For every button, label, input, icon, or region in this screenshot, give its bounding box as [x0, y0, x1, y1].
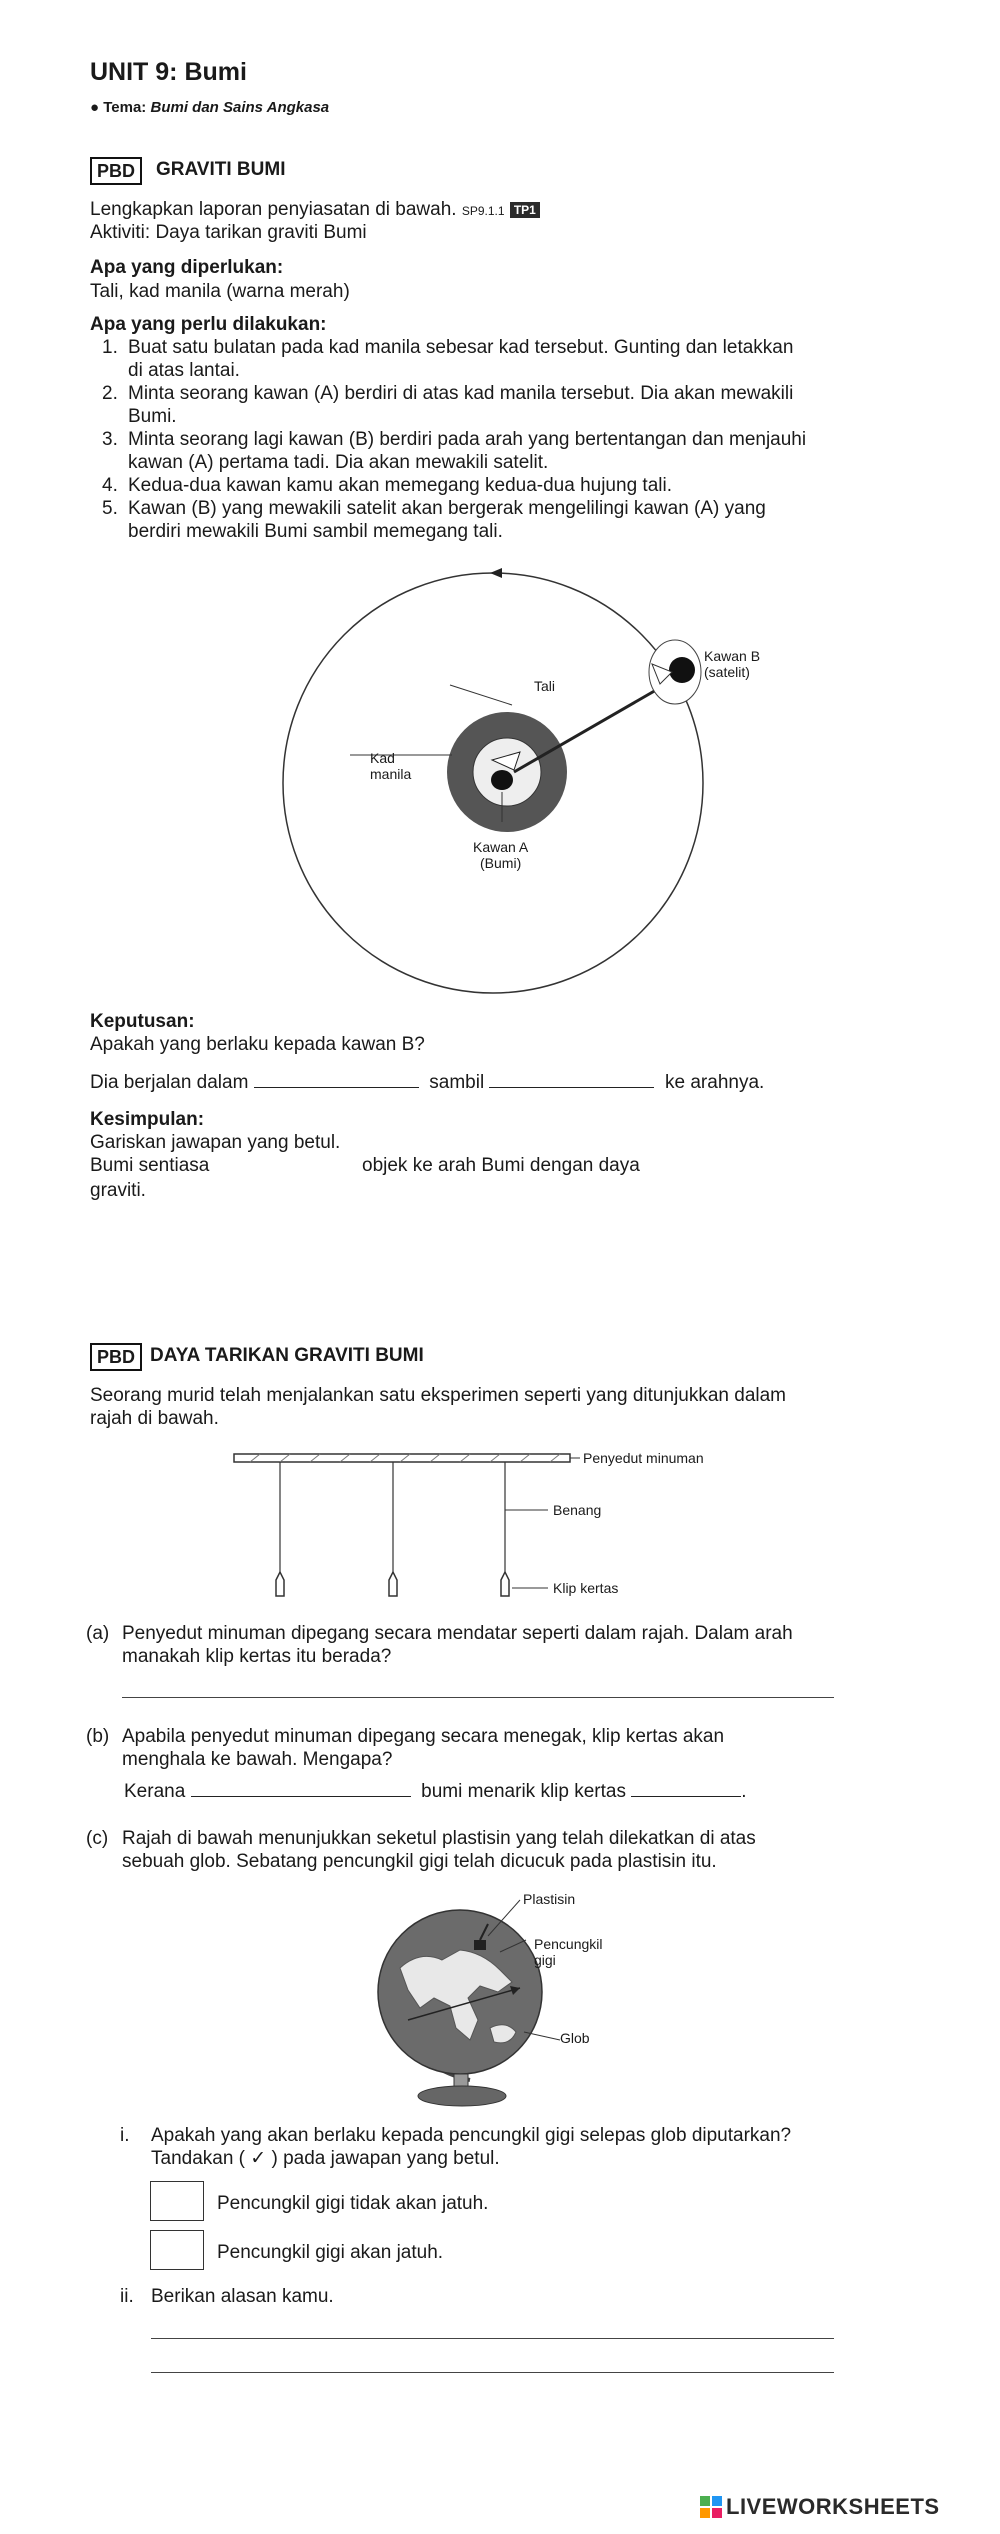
label-clip: Klip kertas — [553, 1580, 619, 1596]
conclusion-instruction: Gariskan jawapan yang betul. — [90, 1132, 341, 1153]
qc-label: (c) — [86, 1828, 109, 1849]
label-pencungkil: Pencungkil gigi — [534, 1936, 603, 1968]
instruction-text: Lengkapkan laporan penyiasatan di bawah. — [90, 199, 457, 220]
bullet-icon: ● — [90, 99, 100, 116]
qb-text: Apabila penyedut minuman dipegang secara menegak, klip kertas akan menghala ke bawah. Mengapa? — [122, 1726, 725, 1770]
steps-heading: Apa yang perlu dilakukan: — [90, 314, 327, 335]
globe-stand-base — [418, 2086, 506, 2106]
qa-label: (a) — [86, 1623, 110, 1644]
list-item: 2. Minta seorang kawan (A) berdiri di atas kad manila tersebut. Dia akan mewakili Bumi. — [102, 383, 794, 427]
paper-clip-1-icon — [276, 1572, 284, 1596]
pbd-badge: PBD — [90, 1343, 142, 1371]
instruction — [90, 198, 540, 221]
pbd-badge: PBD — [90, 157, 142, 185]
conclusion-line-1: Bumi sentiasa — [90, 1155, 210, 1176]
list-item: 3. Minta seorang lagi kawan (B) berdiri pada arah yang bertentangan dan menjauhi kawan (A) pertama tadi. Dia akan mewakili satelit. — [102, 429, 807, 473]
conclusion-answer-slot[interactable] — [250, 1154, 355, 1176]
paper-clip-2-icon — [389, 1572, 397, 1596]
qi-text: Apakah yang akan berlaku kepada pencungkil gigi selepas glob diputarkan? Tandakan ( ✓ ) pada jawapan yang betul. — [151, 2125, 792, 2169]
qii-answer-line-1[interactable] — [151, 2338, 834, 2339]
list-item: 1. Buat satu bulatan pada kad manila sebesar kad tersebut. Gunting dan letakkan di atas lantai. — [102, 337, 794, 381]
decision-heading: Keputusan: — [90, 1011, 195, 1032]
activity: Aktiviti: Daya tarikan graviti Bumi — [90, 222, 367, 243]
section2-intro: Seorang murid telah menjalankan satu eksperimen seperti yang ditunjukkan dalam rajah di bawah. — [90, 1385, 787, 1429]
tp-badge: TP1 — [510, 202, 540, 218]
label-straw: Penyedut minuman — [583, 1450, 704, 1466]
sp-code: SP9.1.1 — [461, 204, 505, 218]
unit-title: UNIT 9: Bumi — [90, 58, 247, 86]
option-2-label: Pencungkil gigi akan jatuh. — [217, 2242, 444, 2263]
label-kawan-a: Kawan A (Bumi) — [473, 839, 529, 871]
qb-label: (b) — [86, 1726, 110, 1747]
qc-text: Rajah di bawah menunjukkan seketul plastisin yang telah dilekatkan di atas sebuah glob. Sebatang pencungkil gigi telah dicucuk pada plastisin itu. — [122, 1828, 756, 1872]
globe-diagram — [360, 1880, 690, 2110]
option-1-label: Pencungkil gigi tidak akan jatuh. — [217, 2193, 489, 2214]
qb-fill: Kerana bumi menarik klip kertas . — [124, 1781, 747, 1802]
qb-answer-blank-1[interactable] — [191, 1795, 411, 1797]
steps-list — [90, 336, 850, 543]
conclusion-line-1b: objek ke arah Bumi dengan daya — [362, 1155, 640, 1176]
theme-line — [90, 99, 329, 116]
section1-title: GRAVITI BUMI — [156, 159, 286, 180]
leader-tali — [450, 685, 512, 705]
kawan-b-figure — [669, 657, 695, 683]
theme-label: Tema: — [103, 99, 147, 116]
qa-answer-line[interactable] — [122, 1697, 834, 1698]
qb-answer-blank-2[interactable] — [631, 1795, 741, 1797]
label-plastisin: Plastisin — [523, 1891, 576, 1907]
conclusion-line-2: graviti. — [90, 1180, 146, 1201]
orbit-arrow-icon — [490, 568, 502, 578]
section2-title: DAYA TARIKAN GRAVITI BUMI — [150, 1345, 424, 1366]
liveworksheets-brand: LIVEWORKSHEETS — [726, 2494, 940, 2519]
label-thread: Benang — [553, 1502, 602, 1518]
orbit-diagram — [270, 560, 730, 1010]
option-1-checkbox[interactable] — [150, 2181, 204, 2221]
option-2-checkbox[interactable] — [150, 2230, 204, 2270]
qii-answer-line-2[interactable] — [151, 2372, 834, 2373]
list-item: 5. Kawan (B) yang mewakili satelit akan bergerak mengelilingi kawan (A) yang berdiri mewakili Bumi sambil memegang tali. — [102, 498, 766, 542]
qi-label: i. — [120, 2125, 130, 2146]
qii-label: ii. — [120, 2286, 134, 2307]
plastisin — [474, 1940, 486, 1950]
label-kawan-b: Kawan B (satelit) — [704, 648, 761, 680]
answer-blank-1[interactable] — [254, 1086, 419, 1088]
label-kad-manila: Kad manila — [370, 750, 412, 782]
kawan-a-figure — [491, 770, 513, 790]
qii-text: Berikan alasan kamu. — [151, 2286, 334, 2307]
liveworksheets-logo-icon — [700, 2496, 722, 2518]
materials: Tali, kad manila (warna merah) — [90, 281, 350, 302]
theme-value: Bumi dan Sains Angkasa — [150, 99, 330, 116]
label-glob: Glob — [560, 2030, 590, 2046]
paper-clip-3-icon — [501, 1572, 509, 1596]
label-tali: Tali — [534, 678, 556, 694]
list-item: 4. Kedua-dua kawan kamu akan memegang kedua-dua hujung tali. — [102, 475, 672, 496]
conclusion-heading: Kesimpulan: — [90, 1109, 205, 1130]
liveworksheets-logo — [700, 2494, 940, 2520]
answer-blank-2[interactable] — [489, 1086, 654, 1088]
qa-text: Penyedut minuman dipegang secara mendatar seperti dalam rajah. Dalam arah manakah klip kertas itu berada? — [122, 1623, 793, 1667]
decision-question: Apakah yang berlaku kepada kawan B? — [90, 1034, 425, 1055]
materials-heading: Apa yang diperlukan: — [90, 257, 284, 278]
decision-fill: Dia berjalan dalam sambil ke arahnya. — [90, 1072, 765, 1093]
